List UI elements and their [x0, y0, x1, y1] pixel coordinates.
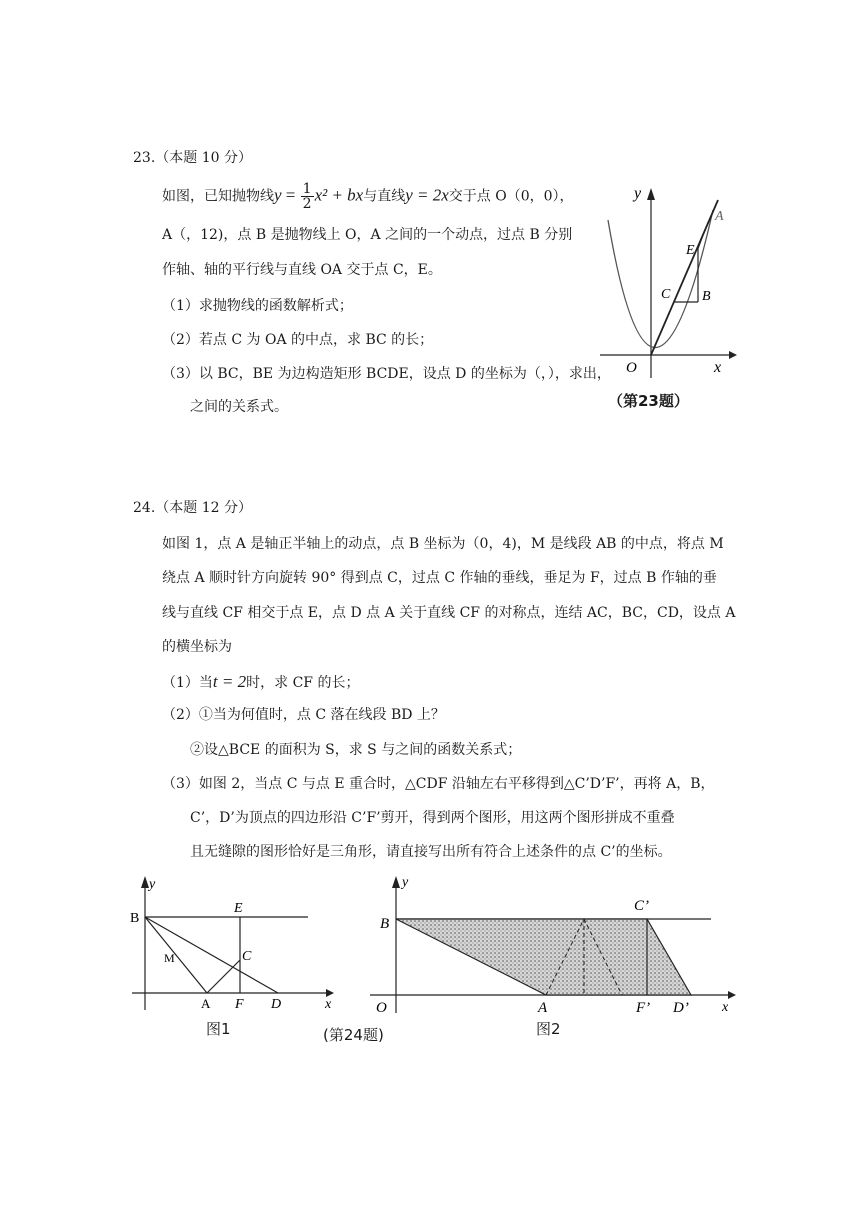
- q23-part-3b: 之间的关系式。: [190, 399, 288, 415]
- q24-fig1-label-d: D: [271, 997, 282, 1012]
- q24-fig2-label-a: A: [538, 1000, 548, 1016]
- q24-part-2b: ②设△BCE 的面积为 S，求 S 与之间的函数关系式；: [190, 742, 522, 758]
- q23-l1-text-c: 交于点 O（0，0），: [448, 188, 574, 205]
- q24-line-3: 线与直线 CF 相交于点 E，点 D 点 A 关于直线 CF 的对称点，连结 AC，BC，CD，设点 A: [162, 605, 736, 621]
- q23-x-axis-arrow: [729, 351, 737, 359]
- q23-label-e: E: [686, 243, 695, 258]
- q24-p1-text-a: （1）当: [162, 675, 213, 691]
- q23-parabola-eq: =: [281, 185, 300, 205]
- q23-parabola-rest: x² + bx: [314, 185, 364, 205]
- q23-parabola: [608, 210, 713, 348]
- q24-line-4: 的横坐标为: [162, 639, 232, 655]
- q24-fig2-label-f: F’: [636, 1000, 651, 1016]
- q23-line-3: 作轴、轴的平行线与直线 OA 交于点 C，E。: [162, 262, 442, 278]
- q24-figure-2: [366, 868, 746, 1020]
- q23-label-a: A: [715, 209, 724, 224]
- q24-header: 24.（本题 12 分）: [133, 500, 252, 516]
- q24-fig1-label-e: E: [234, 901, 243, 916]
- q24-fig2-label-b: B: [380, 916, 390, 932]
- q23-label-b: B: [702, 289, 711, 304]
- q24-part-3b: C’，D’为顶点的四边形沿 C’F’剪开，得到两个图形，用这两个图形拼成不重叠: [190, 810, 675, 826]
- q23-l1-text-b: 与直线: [363, 188, 406, 205]
- q23-line-2: A（，12)，点 B 是抛物线上 O，A 之间的一个动点，过点 B 分别: [162, 227, 573, 243]
- q23-fraction-denominator: 2: [302, 196, 312, 212]
- q24-fig1-label-y: y: [149, 877, 156, 892]
- q24-figure-2-svg: [366, 868, 746, 1020]
- q23-part-1: （1）求抛物线的函数解析式；: [162, 298, 353, 314]
- q24-figure-2-caption: 图2: [536, 1020, 561, 1038]
- q24-part-2a: （2）①当为何值时，点 C 落在线段 BD 上？: [162, 707, 445, 723]
- q24-p1-text-b: 时，求 CF 的长；: [246, 675, 360, 691]
- q24-fig2-label-x: x: [722, 1000, 729, 1015]
- q24-fig1-y-arrow: [141, 876, 149, 888]
- q24-fig1-line-ac: [207, 960, 240, 993]
- q24-line-1: 如图 1，点 A 是轴正半轴上的动点，点 B 坐标为（0，4)，M 是线段 AB 的中点，将点 M: [162, 536, 724, 552]
- q23-line-eq: y = 2x: [405, 185, 449, 205]
- q24-fig1-label-b: B: [130, 911, 140, 926]
- q24-fig2-label-o: O: [376, 1000, 387, 1016]
- q23-label-c: C: [661, 287, 671, 302]
- q24-figure-1-svg: [128, 870, 343, 1020]
- q24-part-1: [162, 670, 359, 694]
- q24-figure-1: [128, 870, 343, 1020]
- q23-label-o: O: [626, 360, 637, 376]
- q24-fig2-x-arrow: [728, 991, 736, 999]
- q23-parabola-y: y: [274, 185, 282, 205]
- q24-fig2-label-d: D’: [673, 1000, 689, 1016]
- q24-fig2-label-c: C’: [634, 898, 649, 914]
- q24-fig1-label-f: F: [235, 997, 244, 1012]
- q24-part-3a: （3）如图 2，当点 C 与点 E 重合时，△CDF 沿轴左右平移得到△C’D’F’，再将 A，B，: [162, 776, 715, 792]
- q23-header: 23.（本题 10 分）: [133, 150, 252, 166]
- q24-fig1-label-m: M: [164, 951, 175, 965]
- q23-figure-caption: （第23题）: [608, 392, 689, 410]
- q24-figure-1-caption: 图1: [206, 1020, 231, 1038]
- q24-fig1-label-a: A: [201, 996, 211, 1011]
- q24-caption: (第24题): [323, 1026, 384, 1044]
- q24-fig2-y-arrow: [392, 876, 400, 888]
- q24-fig1-label-c: C: [242, 949, 252, 964]
- q23-part-3a: （3）以 BC，BE 为边构造矩形 BCDE，设点 D 的坐标为（，），求出，: [162, 366, 611, 382]
- q23-figure-svg: [594, 180, 744, 420]
- q23-label-x: x: [714, 359, 722, 376]
- q23-l1-text-a: 如图，已知抛物线: [162, 188, 274, 205]
- q23-fraction-numerator: 1: [302, 181, 312, 197]
- q23-y-axis-arrow: [647, 188, 655, 200]
- q24-fig1-label-x: x: [325, 997, 332, 1012]
- q24-fig2-label-y: y: [402, 875, 409, 890]
- q24-p1-math: t = 2: [212, 672, 247, 691]
- q23-fraction: [301, 182, 314, 211]
- q24-fig1-line-ba: [145, 917, 207, 993]
- q23-figure: [594, 180, 744, 420]
- q23-line-1: [162, 181, 574, 212]
- q24-part-3c: 且无缝隙的图形恰好是三角形，请直接写出所有符合上述条件的点 C’的坐标。: [190, 844, 672, 860]
- q24-fig1-x-arrow: [326, 989, 334, 997]
- q23-part-2: （2）若点 C 为 OA 的中点，求 BC 的长；: [162, 332, 434, 348]
- q23-label-y: y: [634, 185, 642, 202]
- q24-line-2: 绕点 A 顺时针方向旋转 90° 得到点 C，过点 C 作轴的垂线，垂足为 F，过点 B 作轴的垂: [162, 570, 717, 586]
